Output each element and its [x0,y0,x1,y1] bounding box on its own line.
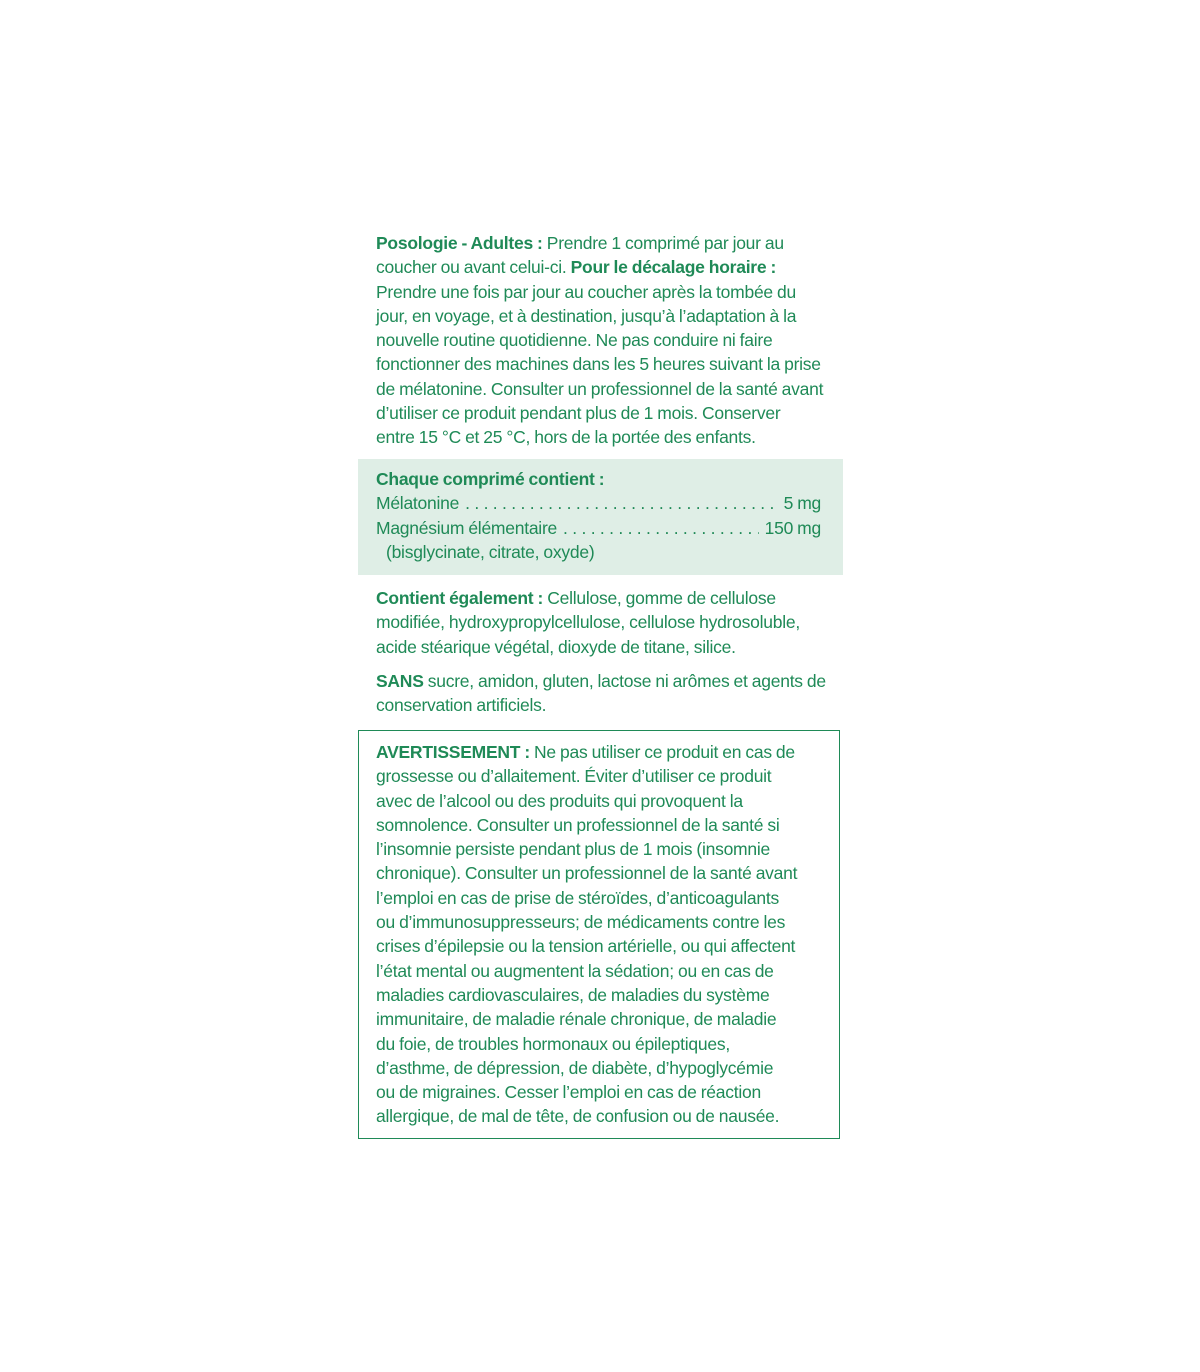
warning-line: allergique, de mal de tête, de confusion ou de nausée. [376,1106,780,1127]
dosage-line: d’utiliser ce produit pendant plus de 1 mois. Conserver [376,403,781,424]
warning-text [376,740,797,1129]
ingredient-note: (bisglycinate, citrate, oxyde) [386,541,595,562]
ingredient-row [376,491,821,515]
ingredient-row [376,516,821,540]
dot-leader [465,491,777,515]
warning-line: crises d’épilepsie ou la tension artérielle, ou qui affectent [376,936,796,957]
ingredient-name: Mélatonine [376,493,460,514]
free-of-label: SANS [376,671,424,691]
dosage-line: de mélatonine. Consulter un professionnel de la santé avant [376,378,824,399]
warning-line: l’état mental ou augmentent la sédation; ou en cas de [376,960,774,981]
jet-lag-label: Pour le décalage horaire : [570,257,777,278]
medicinal-ingredients-box [358,459,843,575]
warning-line: grossesse ou d’allaitement. Éviter d’utiliser ce produit [376,766,772,787]
dosage-section [376,231,823,450]
ingredient-amount: 150 mg [764,517,821,538]
warning-line: l’insomnie persiste pendant plus de 1 mois (insomnie [376,839,770,860]
non-medicinal-line: modifiée, hydroxypropylcellulose, cellulose hydrosoluble, [376,612,800,633]
dosage-line: Posologie - Adultes : Prendre 1 comprimé par jour au [376,233,784,253]
non-medicinal-line: acide stéarique végétal, dioxyde de titane, silice. [376,636,736,657]
warning-line: chronique). Consulter un professionnel de la santé avant [376,863,798,884]
warning-line: du foie, de troubles hormonaux ou épileptiques, [376,1033,730,1054]
free-of-line: SANS sucre, amidon, gluten, lactose ni arômes et agents de [376,671,826,691]
dosage-line: coucher ou avant celui-ci. Pour le décalage horaire : [376,257,777,278]
dosage-label: Posologie - Adultes : [376,233,543,253]
ingredients-heading: Chaque comprimé contient : [376,469,605,489]
dot-leader [563,516,759,540]
ingredient-name: Magnésium élémentaire [376,517,558,538]
warning-line: l’emploi en cas de prise de stéroïdes, d’anticoagulants [376,887,779,908]
warning-line: ou de migraines. Cesser l’emploi en cas de réaction [376,1082,761,1103]
non-medicinal-line: Contient également : Cellulose, gomme de cellulose [376,588,776,608]
free-of-section [376,669,826,718]
warning-line: immunitaire, de maladie rénale chronique, de maladie [376,1009,777,1030]
non-medicinal-label: Contient également : [376,588,544,608]
warning-line: somnolence. Consulter un professionnel de la santé si [376,814,780,835]
dosage-line: Prendre une fois par jour au coucher après la tombée du [376,281,796,302]
dosage-line: jour, en voyage, et à destination, jusqu’à l’adaptation à la [376,305,797,326]
dosage-line: entre 15 °C et 25 °C, hors de la portée des enfants. [376,427,756,448]
warning-line: avec de l’alcool ou des produits qui provoquent la [376,790,743,811]
warning-line: AVERTISSEMENT : Ne pas utiliser ce produit en cas de [376,742,795,762]
ingredient-amount: 5 mg [783,493,821,514]
non-medicinal-ingredients-section [376,586,800,659]
warning-label: AVERTISSEMENT : [376,742,530,762]
dosage-line: nouvelle routine quotidienne. Ne pas conduire ni faire [376,330,773,351]
warning-box [358,730,840,1139]
dosage-line: fonctionner des machines dans les 5 heures suivant la prise [376,354,821,375]
free-of-line: conservation artificiels. [376,695,547,716]
medicinal-ingredients-list [376,467,821,564]
warning-line: d’asthme, de dépression, de diabète, d’hypoglycémie [376,1057,774,1078]
warning-line: maladies cardiovasculaires, de maladies du système [376,984,770,1005]
warning-line: ou d’immunosuppresseurs; de médicaments contre les [376,912,786,933]
